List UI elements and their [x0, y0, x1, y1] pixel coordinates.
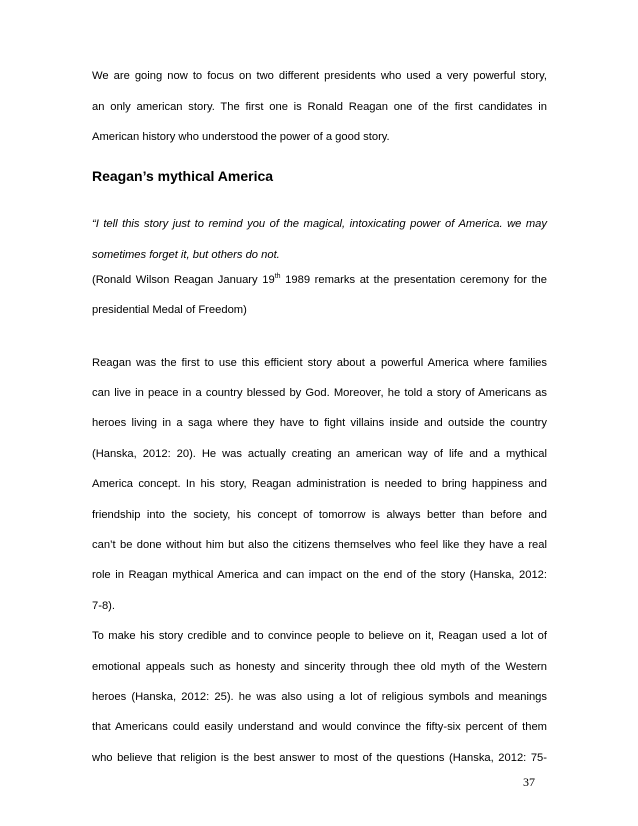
citation-pre: (Ronald Wilson Reagan January 19 [92, 274, 275, 286]
body-line: (Hanska, 2012: 20). He was actually creating an american way of life and a mythical [92, 448, 547, 460]
body-line: can’t be done without him but also the citizens themselves who feel like they have a real [92, 539, 547, 551]
body-line: emotional appeals such as honesty and sincerity through thee old myth of the Western [92, 661, 547, 673]
body-line: who believe that religion is the best answer to most of the questions (Hanska, 2012: 75- [92, 752, 547, 764]
body-line: friendship into the society, his concept of tomorrow is always better than before and [92, 509, 547, 521]
citation-line [92, 273, 547, 287]
body-line: Reagan was the first to use this efficient story about a powerful America where families [92, 357, 547, 369]
body-line: can live in peace in a country blessed by God. Moreover, he told a story of Americans as [92, 387, 547, 399]
quote-line: sometimes forget it, but others do not. [92, 249, 280, 261]
body-line: To make his story credible and to convince people to believe on it, Reagan used a lot of [92, 630, 547, 642]
intro-line: an only american story. The first one is Ronald Reagan one of the first candidates in [92, 101, 547, 113]
body-line: America concept. In his story, Reagan administration is needed to bring happiness and [92, 478, 547, 490]
body-line: 7-8). [92, 600, 116, 612]
body-line: role in Reagan mythical America and can impact on the end of the story (Hanska, 2012: [92, 569, 547, 581]
quote-line: “I tell this story just to remind you of the magical, intoxicating power of America. we may [92, 218, 547, 230]
body-line: that Americans could easily understand and would convince the fifty-six percent of them [92, 721, 547, 733]
citation-superscript: th [274, 273, 281, 280]
citation-post: 1989 remarks at the presentation ceremony for the [280, 274, 547, 286]
page-number: 37 [523, 775, 535, 789]
body-line: heroes living in a saga where they have to fight villains inside and outside the country [92, 417, 547, 429]
section-heading: Reagan’s mythical America [92, 168, 274, 184]
intro-line: We are going now to focus on two different presidents who used a very powerful story, [92, 70, 547, 82]
citation-line: presidential Medal of Freedom) [92, 304, 247, 316]
body-line: heroes (Hanska, 2012: 25). he was also using a lot of religious symbols and meanings [92, 691, 547, 703]
intro-line: American history who understood the power of a good story. [92, 131, 390, 143]
